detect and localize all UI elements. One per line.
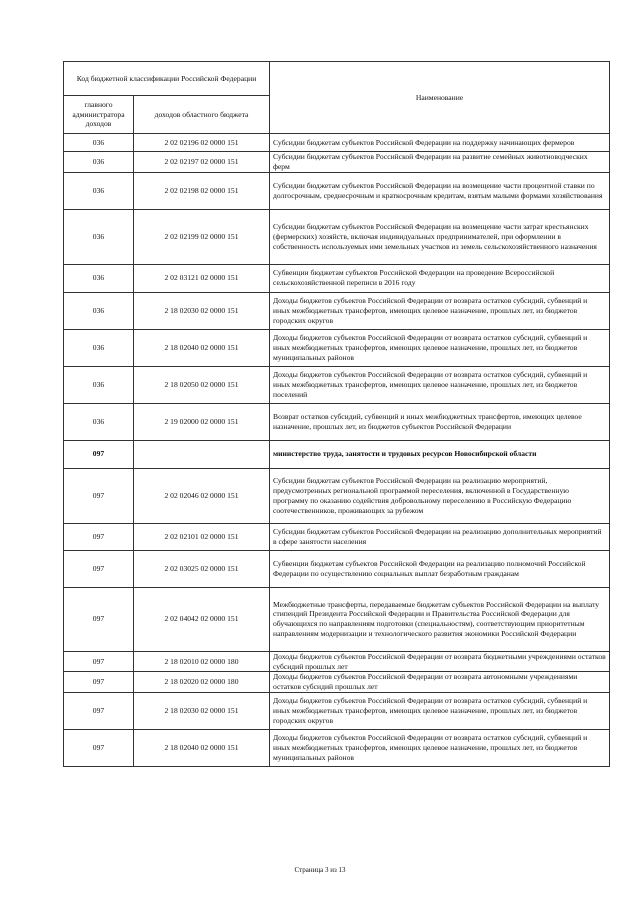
admin-code-cell: 036: [64, 209, 134, 264]
table-row: [64, 730, 610, 767]
income-code-cell: 2 02 02198 02 0000 151: [134, 172, 270, 209]
name-cell: Доходы бюджетов субъектов Российской Федерации от возврата остатков субсидий, субвенций и иных межбюджетных трансфертов, имеющих целевое назначение, прошлых лет, из бюджетов муниципальных районов: [270, 730, 610, 767]
name-cell: Доходы бюджетов субъектов Российской Федерации от возврата бюджетными учреждениями остатков субсидий прошлых лет: [270, 651, 610, 672]
admin-code-cell: 036: [64, 134, 134, 152]
name-cell: Субсидии бюджетам субъектов Российской Федерации на возмещение части процентной ставки по долгосрочным, среднесрочным и краткосрочным кредитам, взятым малыми формами хозяйствования: [270, 172, 610, 209]
name-cell: Доходы бюджетов субъектов Российской Федерации от возврата остатков субсидий, субвенций и иных межбюджетных трансфертов, имеющих целевое назначение, прошлых лет, из бюджетов поселений: [270, 366, 610, 403]
income-code-cell: 2 02 02196 02 0000 151: [134, 134, 270, 152]
table-row: [64, 292, 610, 329]
income-code-cell: 2 02 02046 02 0000 151: [134, 468, 270, 523]
table-row: [64, 440, 610, 468]
name-cell: Доходы бюджетов субъектов Российской Федерации от возврата остатков субсидий, субвенций и иных межбюджетных трансфертов, имеющих целевое назначение, прошлых лет, из бюджетов городских округов: [270, 693, 610, 730]
income-code-cell: 2 02 02101 02 0000 151: [134, 523, 270, 550]
admin-code-cell: 097: [64, 523, 134, 550]
table-row: [64, 366, 610, 403]
admin-code-cell: 097: [64, 672, 134, 693]
table-row: [64, 134, 610, 152]
admin-code-cell: 097: [64, 651, 134, 672]
admin-code-cell: 036: [64, 172, 134, 209]
income-code-cell: 2 02 04042 02 0000 151: [134, 587, 270, 651]
table-row: [64, 523, 610, 550]
income-code-cell: 2 18 02010 02 0000 180: [134, 651, 270, 672]
income-code-cell: 2 18 02040 02 0000 151: [134, 329, 270, 366]
table-row: [64, 693, 610, 730]
table-row: [64, 468, 610, 523]
admin-code-cell: 036: [64, 366, 134, 403]
table-row: [64, 651, 610, 672]
header-income: доходов областного бюджета: [134, 96, 270, 134]
income-code-cell: 2 18 02040 02 0000 151: [134, 730, 270, 767]
table-row: [64, 209, 610, 264]
income-code-cell: 2 18 02030 02 0000 151: [134, 693, 270, 730]
name-cell: Субсидии бюджетам субъектов Российской Федерации на поддержку начинающих фермеров: [270, 134, 610, 152]
admin-code-cell: 036: [64, 403, 134, 440]
income-code-cell: 2 02 02199 02 0000 151: [134, 209, 270, 264]
header-name: Наименование: [270, 62, 610, 134]
income-code-cell: [134, 440, 270, 468]
table-row: [64, 403, 610, 440]
name-cell: Субсидии бюджетам субъектов Российской Федерации на возмещение части затрат крестьянских (фермерских) хозяйств, включая индивидуальных предпринимателей, при оформлении в собственность используемых ими земельных участков из земель сельскохозяйственного назначения: [270, 209, 610, 264]
table-row: [64, 329, 610, 366]
table-row: [64, 550, 610, 587]
income-code-cell: 2 18 02020 02 0000 180: [134, 672, 270, 693]
name-cell: министерство труда, занятости и трудовых ресурсов Новосибирской области: [270, 440, 610, 468]
name-cell: Субвенции бюджетам субъектов Российской Федерации на проведение Всероссийской сельскохозяйственной переписи в 2016 году: [270, 264, 610, 292]
name-cell: Субвенции бюджетам субъектов Российской Федерации на реализацию полномочий Российской Федерации по осуществлению социальных выплат безработным гражданам: [270, 550, 610, 587]
income-code-cell: 2 18 02030 02 0000 151: [134, 292, 270, 329]
table-row: [64, 264, 610, 292]
admin-code-cell: 036: [64, 292, 134, 329]
admin-code-cell: 097: [64, 587, 134, 651]
admin-code-cell: 036: [64, 329, 134, 366]
income-code-cell: 2 18 02050 02 0000 151: [134, 366, 270, 403]
admin-code-cell: 036: [64, 264, 134, 292]
admin-code-cell: 097: [64, 468, 134, 523]
table-row: [64, 152, 610, 173]
admin-code-cell: 097: [64, 693, 134, 730]
income-code-cell: 2 19 02000 02 0000 151: [134, 403, 270, 440]
name-cell: Субсидии бюджетам субъектов Российской Федерации на реализацию мероприятий, предусмотренных региональной программой переселения, включенной в Государственную программу по оказанию содействия добровольному переселению в Российскую Федерацию соотечественников, проживающих за рубежом: [270, 468, 610, 523]
admin-code-cell: 097: [64, 440, 134, 468]
header-group-title: Код бюджетной классификации Российской Федерации: [64, 62, 270, 96]
admin-code-cell: 097: [64, 730, 134, 767]
budget-classification-table: [63, 61, 610, 767]
page-footer: Страница 3 из 13: [294, 866, 346, 874]
income-code-cell: 2 02 02197 02 0000 151: [134, 152, 270, 173]
name-cell: Субсидии бюджетам субъектов Российской Федерации на реализацию дополнительных мероприятий в сфере занятости населения: [270, 523, 610, 550]
admin-code-cell: 036: [64, 152, 134, 173]
table-row: [64, 587, 610, 651]
name-cell: Доходы бюджетов субъектов Российской Федерации от возврата остатков субсидий, субвенций и иных межбюджетных трансфертов, имеющих целевое назначение, прошлых лет, из бюджетов городских округов: [270, 292, 610, 329]
table-row: [64, 672, 610, 693]
name-cell: Субсидии бюджетам субъектов Российской Федерации на развитие семейных животноводческих ферм: [270, 152, 610, 173]
name-cell: Межбюджетные трансферты, передаваемые бюджетам субъектов Российской Федерации на выплату стипендий Президента Российской Федерации и Правительства Российской Федерации для обучающихся по направлениям подготовки (специальностям), соответствующим приоритетным направлениям модернизации и технологического развития экономики Российской Федерации: [270, 587, 610, 651]
header-admin: главного администратора доходов: [64, 96, 134, 134]
name-cell: Доходы бюджетов субъектов Российской Федерации от возврата остатков субсидий, субвенций и иных межбюджетных трансфертов, имеющих целевое назначение, прошлых лет, из бюджетов муниципальных районов: [270, 329, 610, 366]
name-cell: Возврат остатков субсидий, субвенций и иных межбюджетных трансфертов, имеющих целевое назначение, прошлых лет, из бюджетов субъектов Российской Федерации: [270, 403, 610, 440]
table-row: [64, 172, 610, 209]
income-code-cell: 2 02 03025 02 0000 151: [134, 550, 270, 587]
income-code-cell: 2 02 03121 02 0000 151: [134, 264, 270, 292]
admin-code-cell: 097: [64, 550, 134, 587]
name-cell: Доходы бюджетов субъектов Российской Федерации от возврата автономными учреждениями остатков субсидий прошлых лет: [270, 672, 610, 693]
table-body: [64, 134, 610, 767]
